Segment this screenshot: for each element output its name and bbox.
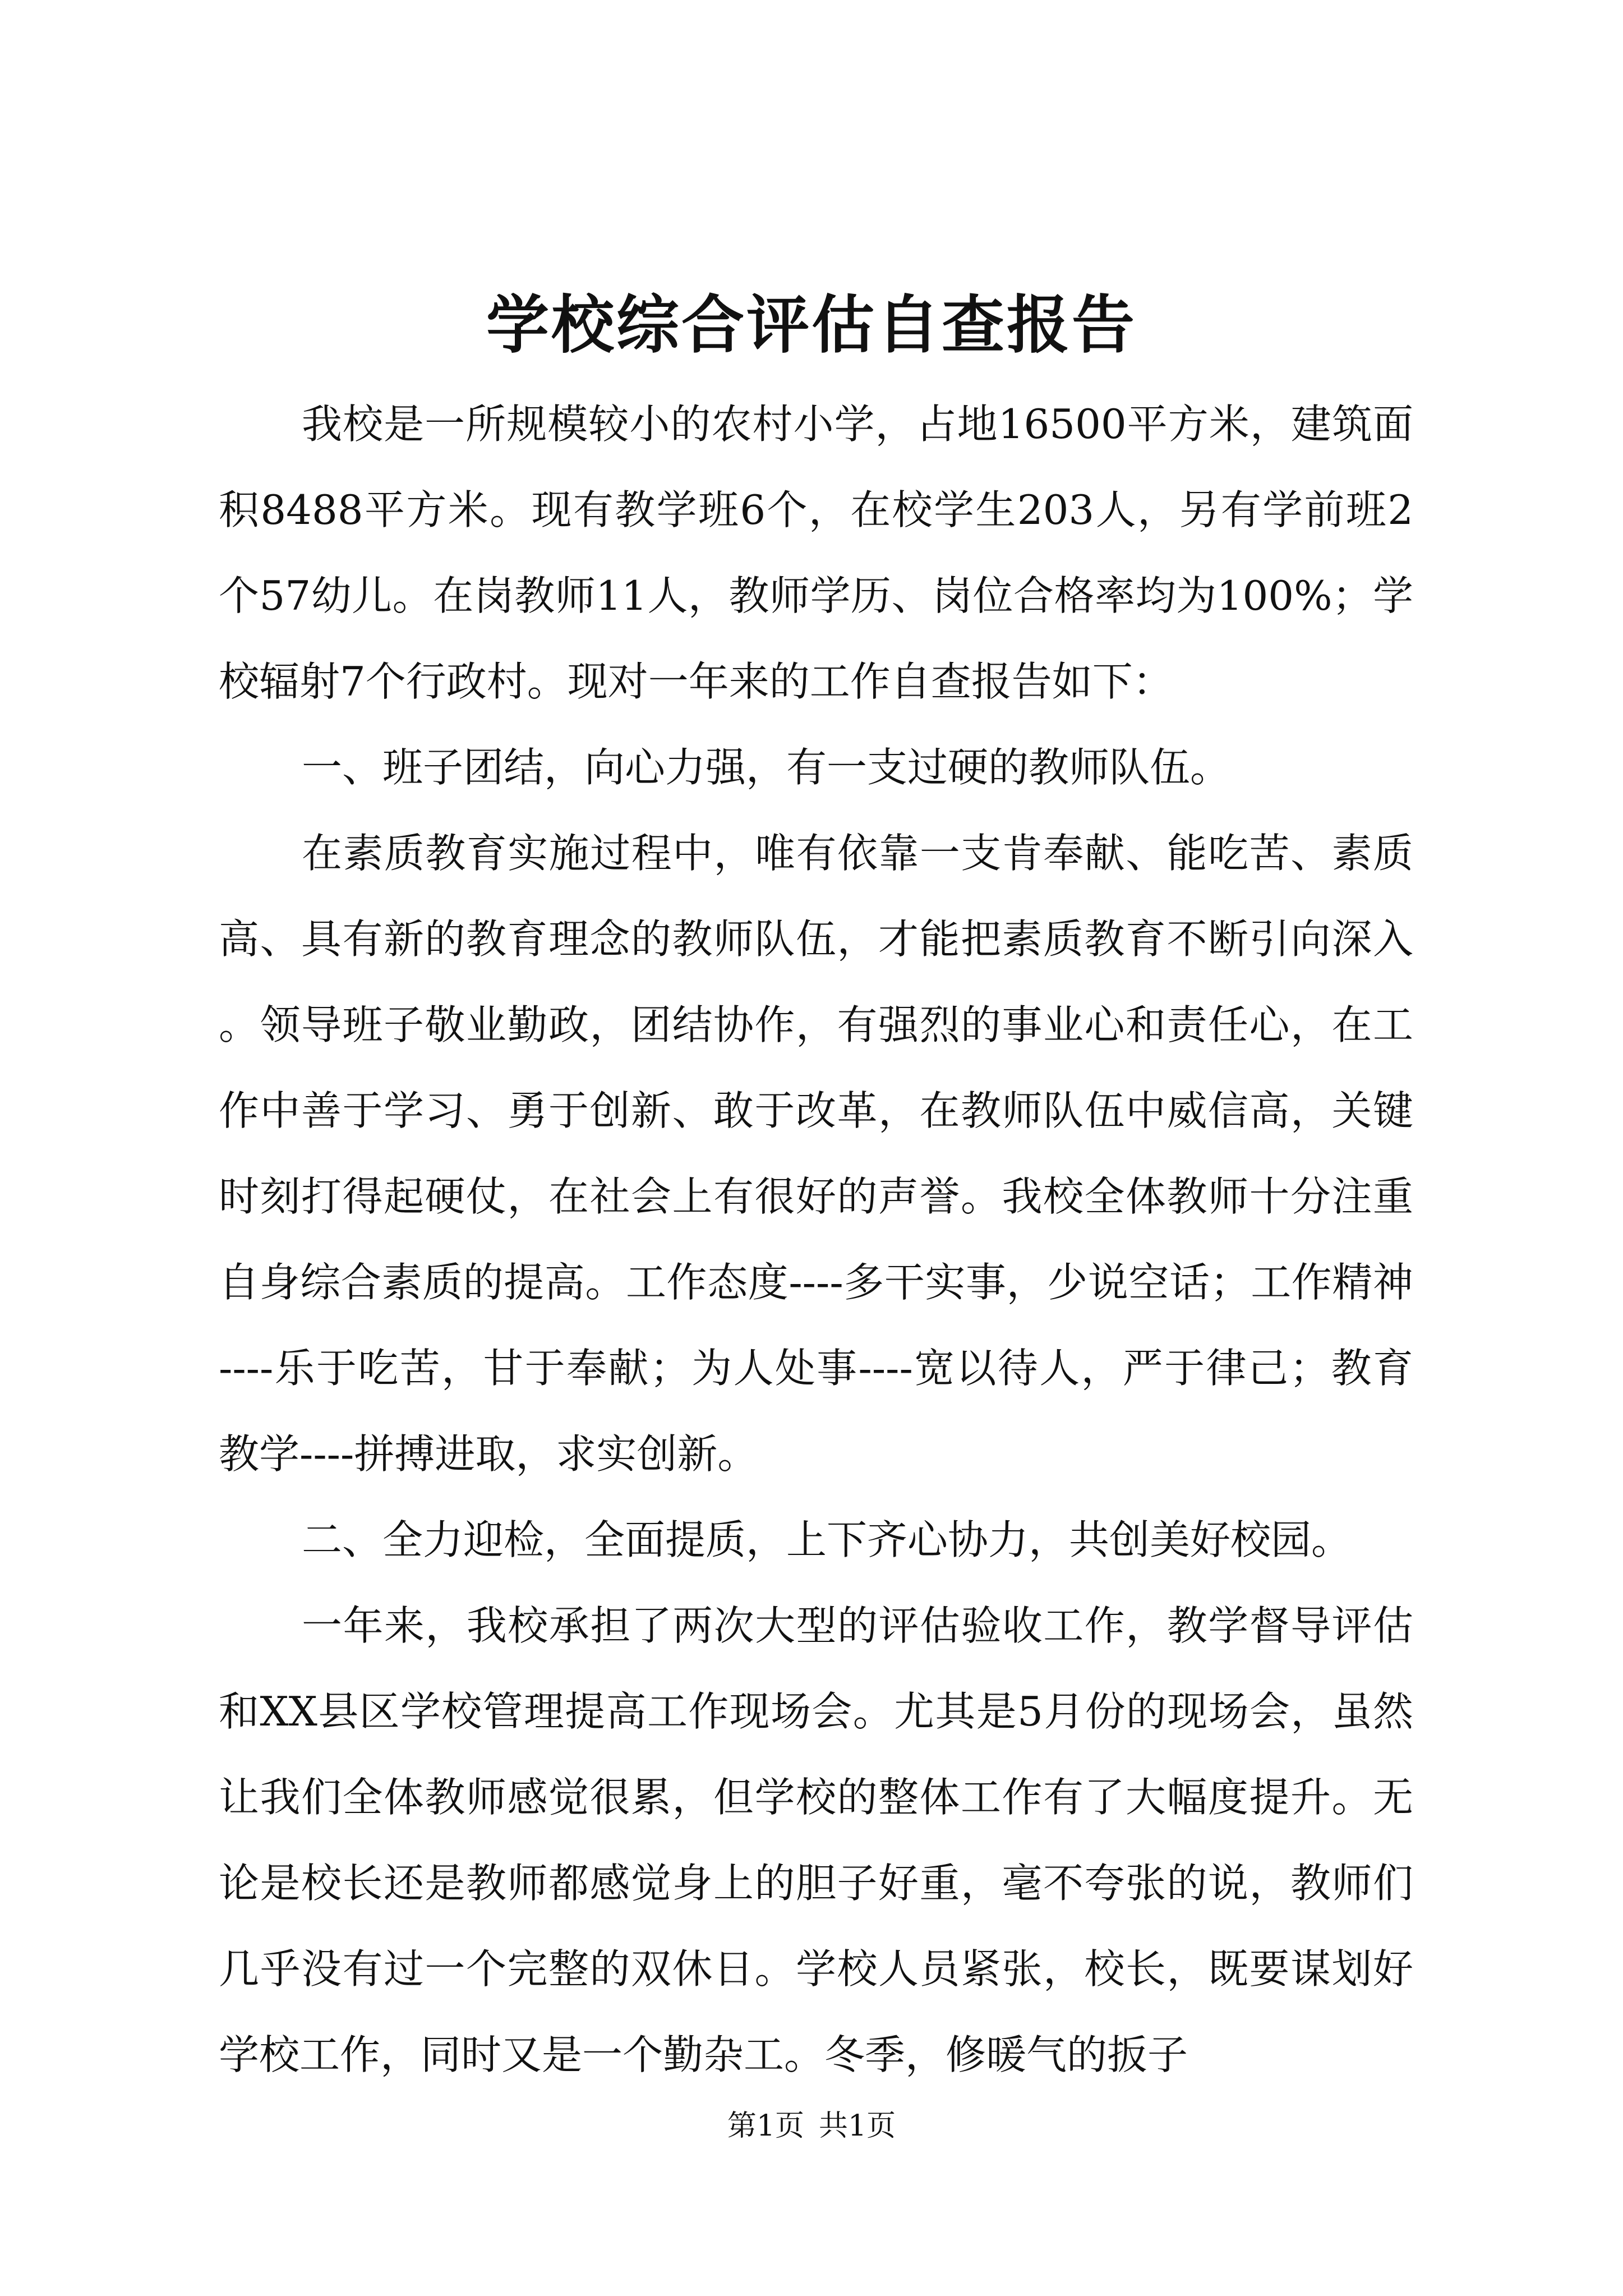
page-number: 第1页 <box>727 2109 804 2143</box>
paragraph-evaluation: 一年来，我校承担了两次大型的评估验收工作，教学督导评估和XX县区学校管理提高工作现场会。尤其是5月份的现场会，虽然让我们全体教师感觉很累，但学校的整体工作有了大幅度提升。无论是校长还是教师都感觉身上的胆子好重，毫不夸张的说，教师们几乎没有过一个完整的双休日。学校人员紧张，校长，既要谋划好学校工作，同时又是一个勤杂工。冬季，修暖气的扳子 <box>219 1602 1413 2078</box>
page-footer <box>0 2106 1623 2146</box>
section-heading-1: 一、班子团结，向心力强，有一支过硬的教师队伍。 <box>302 744 1231 791</box>
paragraph-intro: 我校是一所规模较小的农村小学，占地16500平方米，建筑面积8488平方米。现有教学班6个，在校学生203人，另有学前班2个57幼儿。在岗教师11人，教师学历、岗位合格率均为100%；学校辐射7个行政村。现对一年来的工作自查报告如下： <box>219 401 1413 705</box>
page-total: 共1页 <box>819 2109 896 2143</box>
document-body <box>219 381 1413 2098</box>
paragraph-teachers: 在素质教育实施过程中，唯有依靠一支肯奉献、能吃苦、素质高、具有新的教育理念的教师队伍，才能把素质教育不断引向深入。领导班子敬业勤政，团结协作，有强烈的事业心和责任心，在工作中善于学习、勇于创新、敢于改革，在教师队伍中威信高，关键时刻打得起硬仗，在社会上有很好的声誉。我校全体教师十分注重自身综合素质的提高。工作态度----多干实事，少说空话；工作精神----乐于吃苦，甘于奉献；为人处事----宽以待人，严于律己；教育教学----拼搏进取，求实创新。 <box>219 830 1413 1478</box>
document-title: 学校综合评估自查报告 <box>486 288 1137 362</box>
section-heading-2: 二、全力迎检，全面提质，上下齐心协力，共创美好校园。 <box>302 1516 1352 1563</box>
